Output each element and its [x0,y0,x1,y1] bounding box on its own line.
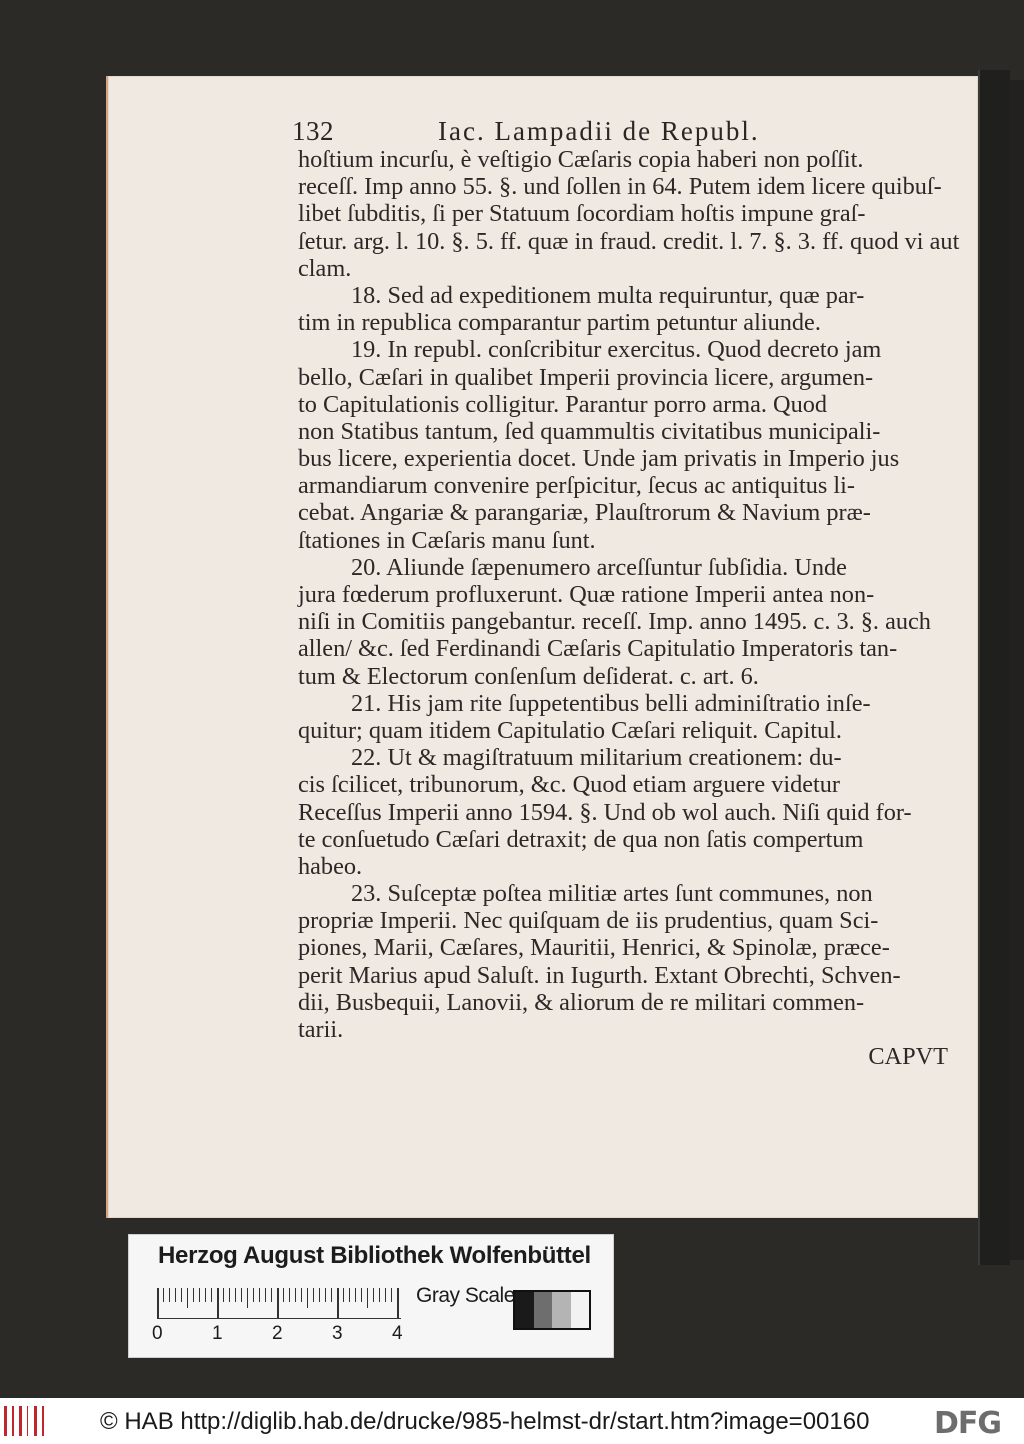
ruler-tick [217,1288,219,1318]
text-line: 23. Suſceptæ poſtea militiæ artes ſunt communes, non [351,880,873,908]
ruler-number: 4 [392,1323,403,1344]
text-line: quitur; quam itidem Capitulatio Cæſari reliquit. Capitul. [298,716,842,744]
text-line: ſetur. arg. l. 10. §. 5. ff. quæ in fraud. credit. l. 7. §. 3. ff. quod vi aut [298,227,960,255]
gray-scale-swatches [513,1290,591,1330]
barcode-bar [42,1406,44,1436]
text-line: jura fœderum profluxerunt. Quæ ratione Imperii antea non- [298,581,875,608]
text-line: bus licere, experientia docet. Unde jam privatis in Imperio jus [298,445,900,473]
ruler-tick [385,1288,386,1302]
text-line: 20. Aliunde ſæpenumero arceſſuntur ſubſidia. Unde [351,553,847,581]
text-line: tim in republica comparantur partim petuntur aliunde. [298,309,821,337]
text-line: allen/ &c. ſed Ferdinandi Cæſaris Capitulatio Imperatoris tan- [298,635,898,663]
text-line: piones, Marii, Cæſares, Mauritii, Henrici, & Spinolæ, præce- [298,934,890,962]
ruler-number: 2 [272,1323,283,1344]
text-line: habeo. [298,852,363,880]
barcode-bar [19,1406,22,1436]
ruler-scale [157,1288,401,1318]
barcode-bar [4,1406,7,1436]
ruler-tick [175,1288,176,1302]
ruler-tick [199,1288,200,1302]
ruler-baseline [157,1318,401,1319]
text-line: to Capitulationis colligitur. Parantur porro arma. Quod [298,390,828,418]
ruler-tick [391,1288,392,1302]
ruler-tick [265,1288,266,1302]
gray-swatch [515,1292,534,1328]
ruler-tick [235,1288,236,1302]
ruler-tick [259,1288,260,1302]
text-line: non Statibus tantum, ſed quammultis civitatibus municipali- [298,417,881,445]
ruler-tick [355,1288,356,1302]
text-line: perit Marius apud Saluſt. in Iugurth. Extant Obrechti, Schven- [298,961,901,989]
text-line: bello, Cæſari in qualibet Imperii provincia licere, argumen- [298,363,874,391]
text-line: 21. His jam rite ſuppetentibus belli adminiſtratio inſe- [351,689,871,717]
ruler-tick [205,1288,206,1302]
ruler-tick [343,1288,344,1302]
barcode-bar [12,1406,14,1436]
ruler-tick [157,1288,159,1318]
gray-swatch [552,1292,571,1328]
text-line: niſi in Comitiis pangebantur. receſſ. Imp. anno 1495. c. 3. §. auch [298,608,931,636]
ruler-tick [337,1288,339,1318]
ruler-tick [181,1288,182,1302]
page-header [292,116,952,150]
text-line: libet ſubditis, ſi per Statuum ſocordiam hoſtis impune graſ- [298,200,866,228]
copyright-link[interactable]: © HAB http://diglib.hab.de/drucke/985-helmst-dr/start.htm?image=00160 [100,1408,870,1435]
gray-swatch [571,1292,590,1328]
text-line: 19. In republ. conſcribitur exercitus. Quod decreto jam [351,336,882,364]
text-line: tarii. [298,1016,344,1043]
ruler-tick [319,1288,320,1302]
gray-scale-label: Gray Scale [416,1284,515,1307]
text-line: tum & Electorum conſenſum deſiderat. c. art. 6. [298,662,759,690]
text-line: te conſuetudo Cæſari detraxit; de qua non ſatis compertum [298,825,864,853]
text-line: 18. Sed ad expeditionem multa requiruntur, quæ par- [351,281,865,309]
ruler-tick [349,1288,350,1302]
hab-barcode-icon [4,1406,48,1436]
ruler-number: 3 [332,1323,343,1344]
ruler-tick [241,1288,242,1302]
ruler-tick [295,1288,296,1302]
text-line: cis ſcilicet, tribunorum, &c. Quod etiam arguere videtur [298,771,841,799]
text-line: cebat. Angariæ & parangariæ, Plauſtrorum & Navium præ- [298,499,871,527]
ruler-tick [373,1288,374,1302]
ruler-tick [169,1288,170,1302]
page-body-text [298,146,960,1071]
ruler-tick [307,1288,308,1308]
ruler-tick [223,1288,224,1302]
text-line: dii, Busbequii, Lanovii, & aliorum de re militari commen- [298,988,865,1016]
book-page [108,76,978,1218]
text-line: clam. [298,254,352,282]
ruler-tick [289,1288,290,1302]
ruler-tick [301,1288,302,1302]
ruler-tick [367,1288,368,1308]
ruler-tick [397,1288,399,1318]
text-line: ſtationes in Cæſaris manu ſunt. [298,526,596,554]
ruler-tick [193,1288,194,1302]
ruler-tick [325,1288,326,1302]
gray-swatch [534,1292,553,1328]
barcode-bar [34,1406,37,1436]
book-fore-edge [978,70,1010,1265]
ruler-tick [331,1288,332,1302]
ruler-tick [361,1288,362,1302]
text-line: receſſ. Imp anno 55. §. und ſollen in 64. Putem idem licere quibuſ- [298,173,942,201]
barcode-bar [27,1406,28,1436]
text-line: propriæ Imperii. Nec quiſquam de iis prudentius, quam Sci- [298,907,879,935]
ruler-tick [247,1288,248,1308]
ruler-tick [187,1288,188,1308]
text-line: Receſſus Imperii anno 1594. §. Und ob wol auch. Niſi quid for- [298,798,912,826]
ruler-tick [379,1288,380,1302]
ruler-number: 1 [212,1323,223,1344]
ruler-tick [313,1288,314,1302]
text-line: CAPVT [868,1043,948,1071]
text-line: 22. Ut & magiſtratuum militarium creationem: du- [351,744,842,772]
ruler-tick [277,1288,279,1318]
ruler-tick [253,1288,254,1302]
ruler-number: 0 [152,1323,163,1344]
page-number: 132 [292,116,334,146]
ruler-tick [229,1288,230,1302]
text-line: armandiarum convenire perſpicitur, ſecus ac antiquitus li- [298,472,855,500]
running-title: Iac. Lampadii de Republ. [438,116,760,146]
ruler-tick [283,1288,284,1302]
dfg-logo: DFG [934,1406,1002,1441]
text-line: hoſtium incurſu, è veſtigio Cæſaris copia haberi non poſſit. [298,146,864,173]
ruler-tick [211,1288,212,1302]
ruler-tick [163,1288,164,1302]
ruler-tick [271,1288,272,1302]
library-name: Herzog August Bibliothek Wolfenbüttel [158,1242,591,1269]
